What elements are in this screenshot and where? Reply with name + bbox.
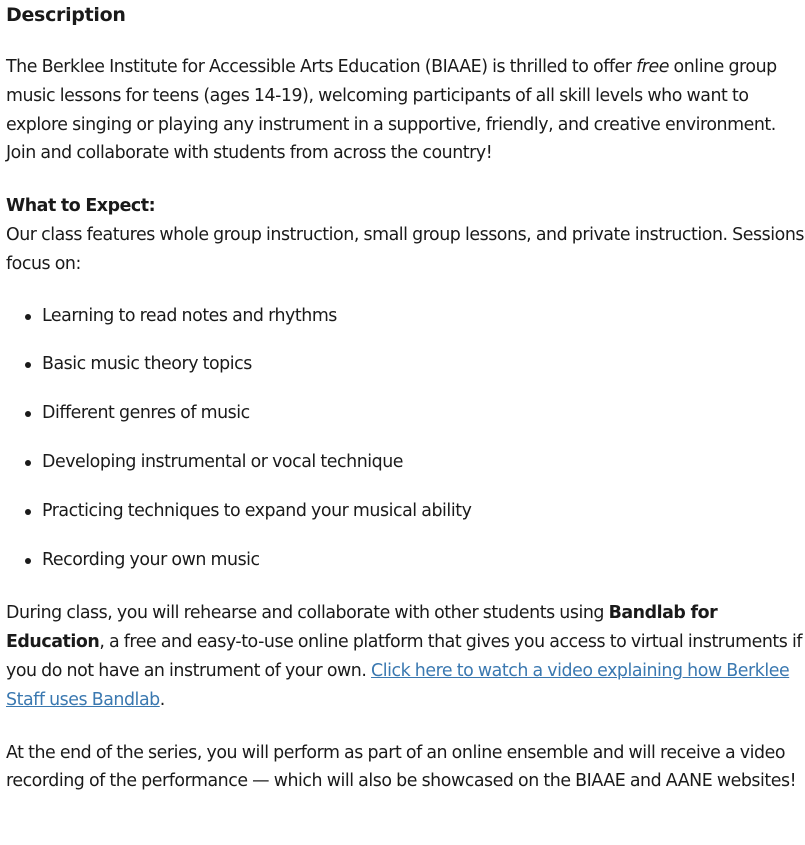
- focus-list: [6, 302, 805, 575]
- bandlab-period: .: [159, 689, 165, 710]
- intro-text-end: online group music lessons for teens (ages 14-19), welcoming participants of all skill levels who want to explore singing or playing any instrument in a supportive, friendly, and creative environment. Join and collaborate with students from across the country!: [6, 57, 777, 164]
- list-item: Basic music theory topics: [42, 350, 805, 379]
- what-to-expect-heading: What to Expect:: [6, 196, 156, 217]
- bandlab-text-end: , a free and easy-to-use online platform that gives you access to virtual instruments if you do not have an instrument of your own.: [6, 632, 803, 681]
- list-item: Developing instrumental or vocal technique: [42, 448, 805, 477]
- bandlab-paragraph: [6, 599, 805, 714]
- section-heading: Description: [6, 4, 126, 26]
- intro-paragraph: [6, 53, 805, 168]
- bandlab-name: Bandlab for Education: [6, 603, 718, 653]
- intro-emphasis: free: [636, 57, 669, 77]
- bandlab-video-link[interactable]: Click here to watch a video explaining how Berklee Staff uses Bandlab: [6, 660, 790, 710]
- intro-text-start: The Berklee Institute for Accessible Arts Education (BIAAE) is thrilled to offer: [6, 57, 637, 77]
- bandlab-text-start: During class, you will rehearse and collaborate with other students using: [6, 603, 609, 624]
- list-item: Recording your own music: [42, 546, 805, 575]
- what-to-expect-text: Our class features whole group instruction, small group lessons, and private instruction. Sessions focus on:: [6, 224, 804, 274]
- list-item: Practicing techniques to expand your musical ability: [42, 497, 805, 526]
- list-item: Learning to read notes and rhythms: [42, 302, 805, 331]
- list-item: Different genres of music: [42, 399, 805, 428]
- closing-paragraph: At the end of the series, you will perform as part of an online ensemble and will receive a video recording of the performance — which will also be showcased on the BIAAE and AANE websites!: [6, 742, 797, 792]
- what-to-expect-block: [6, 192, 805, 278]
